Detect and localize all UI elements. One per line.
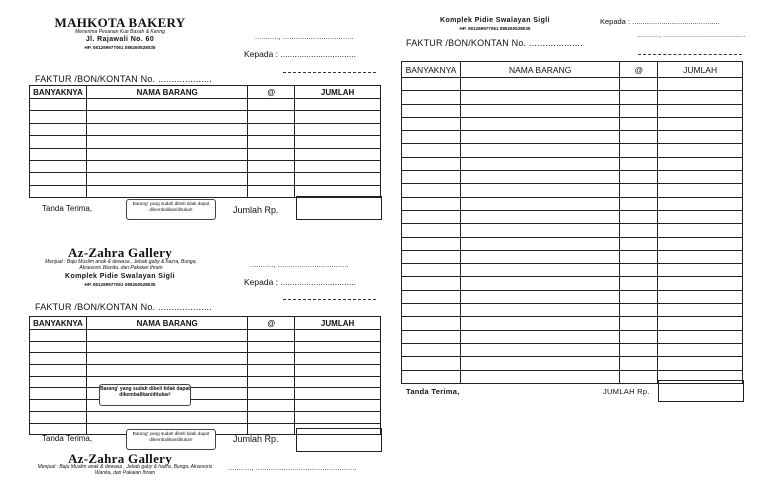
shop-address: Jl. Rajawali No. 60	[85, 36, 155, 43]
col-harga: @	[248, 86, 295, 99]
table-row	[402, 131, 743, 144]
col-jumlah: JUMLAH	[295, 86, 381, 99]
date-line: ..........., .................................	[250, 262, 349, 269]
shop-name-azzahra: Az-Zahra Gallery	[67, 245, 173, 260]
col-banyaknya: BANYAKNYA	[402, 62, 461, 78]
tanda-terima: Tanda Terima,	[406, 387, 460, 396]
col-nama-barang: NAMA BARANG	[460, 62, 619, 78]
table-row	[402, 290, 743, 303]
shop-name-azzahra: Az-Zahra Gallery	[67, 451, 173, 466]
date-line: ..........., .................................	[255, 34, 354, 41]
return-policy-note: Barang' yang sudah dibeli tidak dapat dikembalikan/ditukar!	[126, 199, 216, 220]
shop-name-mahkota: MAHKOTA BAKERY	[54, 15, 186, 30]
table-row	[402, 277, 743, 290]
table-row	[402, 304, 743, 317]
table-row	[402, 184, 743, 197]
col-banyaknya: BANYAKNYA	[30, 317, 87, 330]
col-harga: @	[248, 317, 295, 330]
table-row	[402, 330, 743, 343]
date-line: ..........., ...............................................	[228, 465, 357, 472]
table-row	[402, 357, 743, 370]
shop-tagline: Menerima Pesanan Kue Basah & Kering	[75, 29, 165, 35]
invoice-table	[29, 316, 381, 435]
shop-address: Komplek Pidie Swalayan Sigli	[64, 273, 175, 280]
table-row	[402, 197, 743, 210]
jumlah-rp-label: Jumlah Rp.	[233, 434, 279, 444]
kepada-label: Kepada : ................................	[244, 277, 356, 287]
tanda-terima: Tanda Terima,	[42, 434, 93, 443]
return-policy-note-inner: Barang' yang sudah dibeli tidak dapat dikembalikan/ditukar!	[99, 384, 191, 406]
table-row	[30, 148, 381, 160]
faktur-number: FAKTUR /BON/KONTAN No. ....................	[406, 38, 583, 48]
tanda-terima: Tanda Terima,	[42, 204, 93, 213]
kepada-label: Kepada : ................................	[244, 49, 356, 59]
table-row	[30, 400, 381, 412]
table-row	[402, 104, 743, 117]
jumlah-rp-label: JUMLAH Rp.	[603, 387, 650, 396]
jumlah-rp-label: Jumlah Rp.	[233, 205, 279, 215]
return-policy-note: Barang' yang sudah dibeli tidak dapat dikembalikan/ditukar!	[126, 429, 216, 450]
table-row	[30, 136, 381, 148]
table-row	[30, 330, 381, 342]
invoice-table	[401, 61, 743, 384]
shop-phone: HP. 081269977061 085260528035	[84, 45, 156, 50]
table-row	[30, 365, 381, 377]
table-row	[402, 237, 743, 250]
table-row	[402, 317, 743, 330]
total-box	[296, 196, 382, 220]
invoice-table	[29, 85, 381, 198]
col-jumlah: JUMLAH	[295, 317, 381, 330]
col-banyaknya: BANYAKNYA	[30, 86, 87, 99]
table-row	[402, 117, 743, 130]
table-row	[402, 171, 743, 184]
table-row	[30, 411, 381, 423]
table-row	[30, 353, 381, 365]
shop-tagline: Menjual : Baju Muslim anak & dewasa , Jebab gaby & hazra, Bunga, Aksesoris Wanita, dan Pakaian Ihram	[45, 259, 197, 271]
col-nama-barang: NAMA BARANG	[86, 317, 247, 330]
shop-tagline: Menjual : Baju Muslim anak & dewasa , Jebab gaby & hazra, Bunga, Aksesoris Wanita, dan Pakaian Ihram	[37, 464, 213, 476]
table-row	[30, 388, 381, 400]
table-row	[30, 376, 381, 388]
table-row	[30, 99, 381, 111]
table-row	[402, 250, 743, 263]
shop-phone: HP. 081269977061 085260528035	[84, 282, 156, 287]
date-line: ..........., .........................................	[637, 32, 746, 39]
table-row	[402, 157, 743, 170]
address-underline	[638, 54, 742, 55]
table-row	[402, 264, 743, 277]
col-nama-barang: NAMA BARANG	[86, 86, 247, 99]
table-row	[402, 224, 743, 237]
faktur-number: FAKTUR /BON/KONTAN No. ....................	[35, 302, 212, 312]
col-harga: @	[620, 62, 658, 78]
table-row	[402, 210, 743, 223]
kepada-label: Kepada : ..........................................	[600, 17, 720, 26]
table-row	[30, 123, 381, 135]
address-underline	[283, 72, 376, 73]
table-row	[402, 144, 743, 157]
table-row	[30, 341, 381, 353]
table-row	[402, 91, 743, 104]
total-box	[296, 428, 382, 452]
shop-phone: HP. 081269977061 085260528035	[459, 26, 531, 31]
table-row	[402, 78, 743, 91]
table-row	[30, 160, 381, 172]
table-row	[30, 111, 381, 123]
col-jumlah: JUMLAH	[658, 62, 743, 78]
total-box	[658, 380, 744, 402]
table-row	[402, 343, 743, 356]
faktur-number: FAKTUR /BON/KONTAN No. ....................	[35, 74, 212, 84]
table-row	[30, 173, 381, 185]
address-underline	[283, 299, 376, 300]
shop-address: Komplek Pidie Swalayan Sigli	[439, 17, 550, 24]
